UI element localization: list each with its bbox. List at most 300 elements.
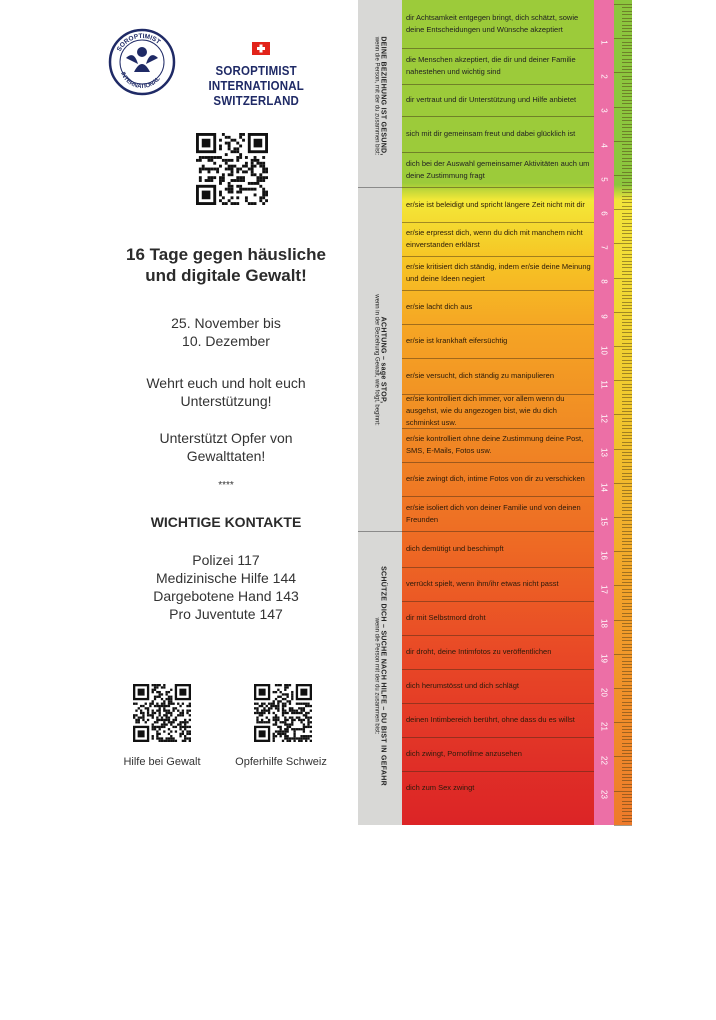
- ruler-tick: [622, 113, 632, 114]
- ruler-number: 17: [599, 585, 609, 595]
- ruler-tick: [622, 161, 632, 162]
- ruler-tick: [614, 4, 632, 5]
- ruler-tick: [622, 213, 632, 214]
- row-divider: [402, 152, 594, 153]
- svg-text:SOROPTIMIST: SOROPTIMIST: [115, 32, 162, 53]
- ruler-number: 23: [599, 790, 609, 800]
- scale-item: [402, 290, 592, 324]
- ruler-tick: [622, 476, 632, 477]
- ruler-tick: [622, 199, 632, 200]
- ruler-tick: [622, 726, 632, 727]
- ruler-tick: [622, 302, 632, 303]
- ruler-tick: [622, 124, 632, 125]
- scale-item-text: er/sie kontrolliert ohne deine Zustimmung deine Post, SMS, E-Mails, Fotos usw.: [406, 434, 584, 455]
- section-label-danger: [374, 566, 387, 786]
- ruler-tick: [622, 626, 632, 627]
- svg-text:INTERNATIONAL: INTERNATIONAL: [119, 71, 162, 91]
- ruler-tick: [622, 705, 632, 706]
- row-divider: [402, 737, 594, 738]
- ruler-tick: [622, 599, 632, 600]
- ruler-tick: [622, 767, 632, 768]
- ruler-tick: [614, 346, 632, 347]
- ruler-number: 21: [599, 722, 609, 731]
- ruler-tick: [622, 284, 632, 285]
- ruler-tick: [622, 223, 632, 224]
- ruler-tick: [622, 452, 632, 453]
- ruler-tick: [622, 308, 632, 309]
- campaign-title-line2: und digitale Gewalt!: [145, 266, 307, 285]
- ruler-tick: [622, 291, 632, 292]
- section-separator: [358, 187, 402, 188]
- ruler-tick: [622, 544, 632, 545]
- ruler-tick: [622, 356, 632, 357]
- ruler-tick: [622, 343, 632, 344]
- ruler-tick: [622, 332, 632, 333]
- ruler-tick: [622, 503, 632, 504]
- ruler-tick: [622, 541, 632, 542]
- row-divider: [402, 116, 594, 117]
- ruler-tick: [622, 418, 632, 419]
- ruler-tick: [622, 524, 632, 525]
- ruler-number: 9: [599, 313, 609, 319]
- ruler-tick: [614, 380, 632, 381]
- row-divider: [402, 669, 594, 670]
- ruler-tick: [622, 31, 632, 32]
- violence-scale-bar: [402, 0, 594, 825]
- ruler-tick: [622, 558, 632, 559]
- ruler-tick: [622, 148, 632, 149]
- scale-item-text: sich mit dir gemeinsam freut und dabei glücklich ist: [406, 129, 576, 138]
- ruler-tick: [622, 168, 632, 169]
- ruler-tick: [622, 226, 632, 227]
- section-subtitle-warning: wenn in der Beziehung Gewalt, wie folgt, beginnt:: [373, 294, 380, 426]
- ruler-tick: [622, 387, 632, 388]
- ruler-tick: [622, 777, 632, 778]
- scale-item: [402, 152, 592, 187]
- ruler-tick: [622, 134, 632, 135]
- ruler-tick: [622, 401, 632, 402]
- ruler-tick: [622, 127, 632, 128]
- ruler-tick: [622, 818, 632, 819]
- qr-code-hilfe-bei-gewalt[interactable]: [133, 684, 191, 742]
- section-title-warning: ACHTUNG – sage STOP,: [379, 316, 387, 404]
- ruler-tick: [622, 178, 632, 179]
- ruler-tick: [622, 373, 632, 374]
- scale-item-text: deinen Intimbereich berührt, ohne dass du es willst: [406, 715, 575, 724]
- row-divider: [402, 84, 594, 85]
- appeal-defend-line2: Unterstützung!: [180, 393, 272, 409]
- ruler-tick: [622, 589, 632, 590]
- campaign-dates: [98, 314, 354, 350]
- ruler-tick: [622, 592, 632, 593]
- ruler-tick: [622, 377, 632, 378]
- ruler-tick: [622, 315, 632, 316]
- ruler-tick: [622, 264, 632, 265]
- ruler-tick: [622, 42, 632, 43]
- ruler-tick: [622, 664, 632, 665]
- ruler-tick: [622, 66, 632, 67]
- ruler-tick: [622, 681, 632, 682]
- scale-item-text: dich demütigt und beschimpft: [406, 544, 504, 553]
- ruler-tick: [622, 62, 632, 63]
- scale-item: [402, 771, 592, 805]
- ruler-tick: [622, 93, 632, 94]
- ruler-tick: [622, 555, 632, 556]
- ruler-tick: [622, 473, 632, 474]
- row-divider: [402, 567, 594, 568]
- qr-code-opferhilfe-schweiz[interactable]: [254, 684, 312, 742]
- scale-item-text: er/sie versucht, dich ständig zu manipulieren: [406, 371, 554, 380]
- row-divider: [402, 290, 594, 291]
- ruler-tick: [622, 165, 632, 166]
- ruler-tick: [622, 774, 632, 775]
- appeal-support-line1: Unterstützt Opfer von: [159, 430, 293, 446]
- ruler-tick: [622, 496, 632, 497]
- ruler-tick: [622, 271, 632, 272]
- soroptimist-logo: [108, 28, 176, 96]
- row-divider: [402, 635, 594, 636]
- ruler-tick: [614, 243, 632, 244]
- row-divider: [402, 601, 594, 602]
- row-divider: [402, 324, 594, 325]
- ruler-tick: [614, 585, 632, 586]
- scale-item: [402, 0, 592, 48]
- ruler-tick: [622, 647, 632, 648]
- ruler-tick: [614, 551, 632, 552]
- ruler-tick: [614, 414, 632, 415]
- scale-item-text: er/sie lacht dich aus: [406, 302, 473, 311]
- scale-item-text: verrückt spielt, wenn ihm/ihr etwas nicht passt: [406, 579, 559, 588]
- ruler-tick: [614, 722, 632, 723]
- ruler-tick: [622, 295, 632, 296]
- ruler-tick: [622, 685, 632, 686]
- ruler-tick: [622, 667, 632, 668]
- scale-item: [402, 324, 592, 358]
- ruler-tick: [622, 131, 632, 132]
- ruler-tick: [622, 28, 632, 29]
- ruler-tick: [622, 579, 632, 580]
- ruler-tick: [622, 715, 632, 716]
- ruler-tick: [622, 219, 632, 220]
- section-subtitle-healthy: wenn die Person, mit der du zusammen bist:: [373, 36, 380, 156]
- ruler-tick: [622, 120, 632, 121]
- section-label-warning: [374, 294, 387, 425]
- ruler-tick: [622, 565, 632, 566]
- ruler-tick: [622, 462, 632, 463]
- ruler-tick: [614, 38, 632, 39]
- ruler-number: 15: [599, 516, 609, 526]
- qr-label-hilfe-bei-gewalt: Hilfe bei Gewalt: [123, 756, 201, 768]
- ruler-tick: [622, 390, 632, 391]
- ruler-tick: [622, 671, 632, 672]
- scale-item: [402, 496, 592, 531]
- contact-item: Polizei 117: [192, 552, 260, 568]
- campaign-title: [98, 244, 354, 286]
- ruler-tick: [614, 825, 632, 826]
- ruler-tick: [614, 620, 632, 621]
- scale-item-text: dich zum Sex zwingt: [406, 783, 475, 792]
- ruler-tick: [622, 254, 632, 255]
- ruler-tick: [622, 397, 632, 398]
- ruler-tick: [622, 572, 632, 573]
- ruler-tick: [622, 490, 632, 491]
- scale-item: [402, 358, 592, 394]
- ruler-tick: [622, 35, 632, 36]
- scale-item: [402, 531, 592, 567]
- ruler-tick: [622, 808, 632, 809]
- ruler-tick: [622, 729, 632, 730]
- ruler-tick: [622, 154, 632, 155]
- section-separator: [358, 531, 402, 532]
- ruler-tick: [622, 14, 632, 15]
- ruler-tick: [622, 753, 632, 754]
- ruler-tick: [622, 288, 632, 289]
- ruler-tick: [622, 103, 632, 104]
- ruler-tick: [622, 603, 632, 604]
- swiss-flag-icon: [252, 42, 270, 55]
- scale-item: [402, 737, 592, 771]
- ruler-tick: [622, 794, 632, 795]
- ruler-tick: [622, 811, 632, 812]
- scale-item-text: er/sie kritisiert dich ständig, indem er/sie deine Meinung und deine Ideen negiert: [406, 262, 591, 283]
- ruler-tick: [622, 322, 632, 323]
- ruler-tick: [622, 606, 632, 607]
- scale-item: [402, 116, 592, 152]
- ruler-tick: [614, 209, 632, 210]
- ruler-number: 18: [599, 619, 609, 629]
- ruler-tick: [622, 394, 632, 395]
- ruler-tick: [614, 791, 632, 792]
- ruler-tick: [622, 486, 632, 487]
- ruler-tick: [622, 206, 632, 207]
- ruler-tick: [622, 428, 632, 429]
- scale-item-text: er/sie ist krankhaft eifersüchtig: [406, 336, 508, 345]
- scale-item: [402, 48, 592, 84]
- ruler-tick: [622, 739, 632, 740]
- ruler-tick: [622, 349, 632, 350]
- ruler-tick: [614, 517, 632, 518]
- ruler-number: 24: [599, 824, 609, 834]
- ruler-tick: [622, 110, 632, 111]
- scale-item-text: dich herumstösst und dich schlägt: [406, 681, 519, 690]
- ruler-tick: [614, 756, 632, 757]
- ruler-tick: [622, 83, 632, 84]
- ruler-tick: [622, 469, 632, 470]
- row-divider: [402, 358, 594, 359]
- ruler-tick: [622, 202, 632, 203]
- ruler-tick: [622, 411, 632, 412]
- ruler-number: 16: [599, 551, 609, 560]
- ruler-tick: [622, 538, 632, 539]
- campaign-title-line1: 16 Tage gegen häusliche: [126, 245, 326, 264]
- ruler-number: 2: [599, 74, 609, 79]
- ruler-tick: [622, 630, 632, 631]
- section-title-healthy: DEINE BEZIEHUNG IST GESUND,: [379, 36, 387, 156]
- contacts-list: [98, 551, 354, 623]
- ruler-tick: [622, 404, 632, 405]
- row-divider: [402, 462, 594, 463]
- ruler-tick: [614, 483, 632, 484]
- scale-item: [402, 601, 592, 635]
- ruler-tick: [622, 743, 632, 744]
- appeal-support-line2: Gewalttaten!: [186, 448, 266, 464]
- ruler-tick: [622, 500, 632, 501]
- ruler-tick: [622, 189, 632, 190]
- ruler-tick: [622, 305, 632, 306]
- ruler-tick: [622, 575, 632, 576]
- ruler-tick: [622, 45, 632, 46]
- ruler-tick: [622, 623, 632, 624]
- ruler-tick: [622, 69, 632, 70]
- ruler-tick: [622, 732, 632, 733]
- ruler-tick: [622, 678, 632, 679]
- scale-item-text: er/sie ist beleidigt und spricht längere Zeit nicht mit dir: [406, 199, 585, 209]
- ruler-tick: [622, 510, 632, 511]
- scale-item: [402, 428, 592, 462]
- ruler-number: 22: [599, 756, 609, 766]
- ruler-tick: [622, 432, 632, 433]
- ruler-tick: [622, 534, 632, 535]
- appeal-support-victims: [98, 429, 354, 465]
- ruler-tick: [622, 360, 632, 361]
- ruler-tick: [622, 520, 632, 521]
- ruler-tick: [622, 561, 632, 562]
- ruler-tick: [622, 421, 632, 422]
- row-divider: [402, 222, 594, 223]
- ruler-number: 5: [599, 177, 609, 182]
- row-divider: [402, 428, 594, 429]
- contact-item: Pro Juventute 147: [169, 606, 283, 622]
- scale-item-text: die Menschen akzeptiert, die dir und deiner Familie nahestehen und wichtig sind: [406, 55, 576, 76]
- scale-item-text: dir Achtsamkeit entgegen bringt, dich schätzt, sowie deine Entscheidungen und Wünsche akzeptiert: [406, 13, 579, 34]
- ruler-tick: [622, 616, 632, 617]
- ruler-number: 13: [599, 448, 609, 458]
- ruler-tick: [614, 312, 632, 313]
- ruler-tick: [622, 196, 632, 197]
- scale-item-text: dir mit Selbstmord droht: [406, 613, 486, 622]
- scale-item-text: dich bei der Auswahl gemeinsamer Aktivitäten auch um deine Zustimmung fragt: [406, 158, 590, 180]
- appeal-defend-line1: Wehrt euch und holt euch: [146, 375, 306, 391]
- ruler-tick: [622, 117, 632, 118]
- ruler-tick: [622, 770, 632, 771]
- ruler-tick: [622, 7, 632, 8]
- ruler-tick: [622, 804, 632, 805]
- ruler-tick: [622, 459, 632, 460]
- organization-name: [178, 64, 334, 109]
- ruler-tick: [622, 435, 632, 436]
- ruler-tick: [622, 548, 632, 549]
- ruler-tick: [622, 339, 632, 340]
- ruler-tick: [622, 736, 632, 737]
- ruler-tick: [622, 787, 632, 788]
- ruler-tick: [622, 247, 632, 248]
- ruler-tick: [622, 336, 632, 337]
- row-divider: [402, 394, 594, 395]
- scale-item: [402, 669, 592, 703]
- ruler-tick: [622, 137, 632, 138]
- ruler-tick: [622, 709, 632, 710]
- ruler-tick: [622, 637, 632, 638]
- ruler-tick: [622, 582, 632, 583]
- ruler-tick: [614, 654, 632, 655]
- row-divider: [402, 771, 594, 772]
- flyer-left-panel: [88, 0, 360, 825]
- ruler-tick: [622, 384, 632, 385]
- ruler-tick: [622, 96, 632, 97]
- ruler-number: 8: [599, 279, 609, 285]
- ruler-tick: [622, 702, 632, 703]
- qr-code-main[interactable]: [196, 133, 268, 205]
- ruler-tick: [622, 712, 632, 713]
- ruler-tick: [622, 370, 632, 371]
- ruler-tick: [622, 325, 632, 326]
- scale-item: [402, 703, 592, 737]
- ruler-tick: [614, 278, 632, 279]
- scale-ruler: [594, 0, 632, 834]
- ruler-tick: [622, 650, 632, 651]
- ruler-tick: [622, 274, 632, 275]
- ruler-tick: [622, 425, 632, 426]
- row-divider: [402, 531, 594, 532]
- ruler-tick: [622, 233, 632, 234]
- ruler-tick: [622, 698, 632, 699]
- organization-name-line1: SOROPTIMIST INTERNATIONAL: [208, 64, 304, 93]
- row-divider: [402, 256, 594, 257]
- scale-item: [402, 635, 592, 669]
- ruler-tick: [622, 185, 632, 186]
- ruler-tick: [622, 784, 632, 785]
- ruler-number: 4: [599, 142, 609, 148]
- row-divider: [402, 187, 594, 188]
- ruler-tick: [622, 18, 632, 19]
- scale-item-text: dir droht, deine Intimfotos zu veröffentlichen: [406, 647, 552, 656]
- ruler-tick: [622, 821, 632, 822]
- ruler-tick: [622, 100, 632, 101]
- ruler-tick: [622, 815, 632, 816]
- ruler-tick: [622, 151, 632, 152]
- ruler-tick: [622, 801, 632, 802]
- ruler-tick: [622, 55, 632, 56]
- scale-item: [402, 84, 592, 116]
- ruler-number: 3: [599, 108, 609, 114]
- ruler-tick: [622, 507, 632, 508]
- ruler-number: 10: [599, 345, 609, 355]
- scale-item: [402, 187, 592, 222]
- ruler-tick: [622, 797, 632, 798]
- ruler-tick: [622, 298, 632, 299]
- ruler-tick: [622, 442, 632, 443]
- ruler-tick: [622, 261, 632, 262]
- ruler-tick: [614, 72, 632, 73]
- ruler-tick: [622, 644, 632, 645]
- scale-item-text: er/sie erpresst dich, wenn du dich mit manchem nicht einverstanden erklärst: [406, 228, 583, 249]
- section-label-healthy: [374, 36, 387, 155]
- ruler-tick: [622, 438, 632, 439]
- section-subtitle-danger: wenn die Person mit der du zusammen bist:: [373, 617, 380, 735]
- row-divider: [402, 703, 594, 704]
- ruler-tick: [622, 267, 632, 268]
- ruler-tick: [622, 230, 632, 231]
- ruler-tick: [622, 90, 632, 91]
- ruler-number: 20: [599, 687, 609, 697]
- ruler-tick: [622, 531, 632, 532]
- section-title-danger: SCHÜTZE DICH – SUCHE NACH HILFE – DU BIST IN GEFAHR: [379, 566, 387, 786]
- ruler-tick: [622, 158, 632, 159]
- campaign-dates-line2: 10. Dezember: [182, 333, 270, 349]
- ruler-tick: [622, 172, 632, 173]
- scale-item: [402, 394, 592, 428]
- scale-item: [402, 256, 592, 290]
